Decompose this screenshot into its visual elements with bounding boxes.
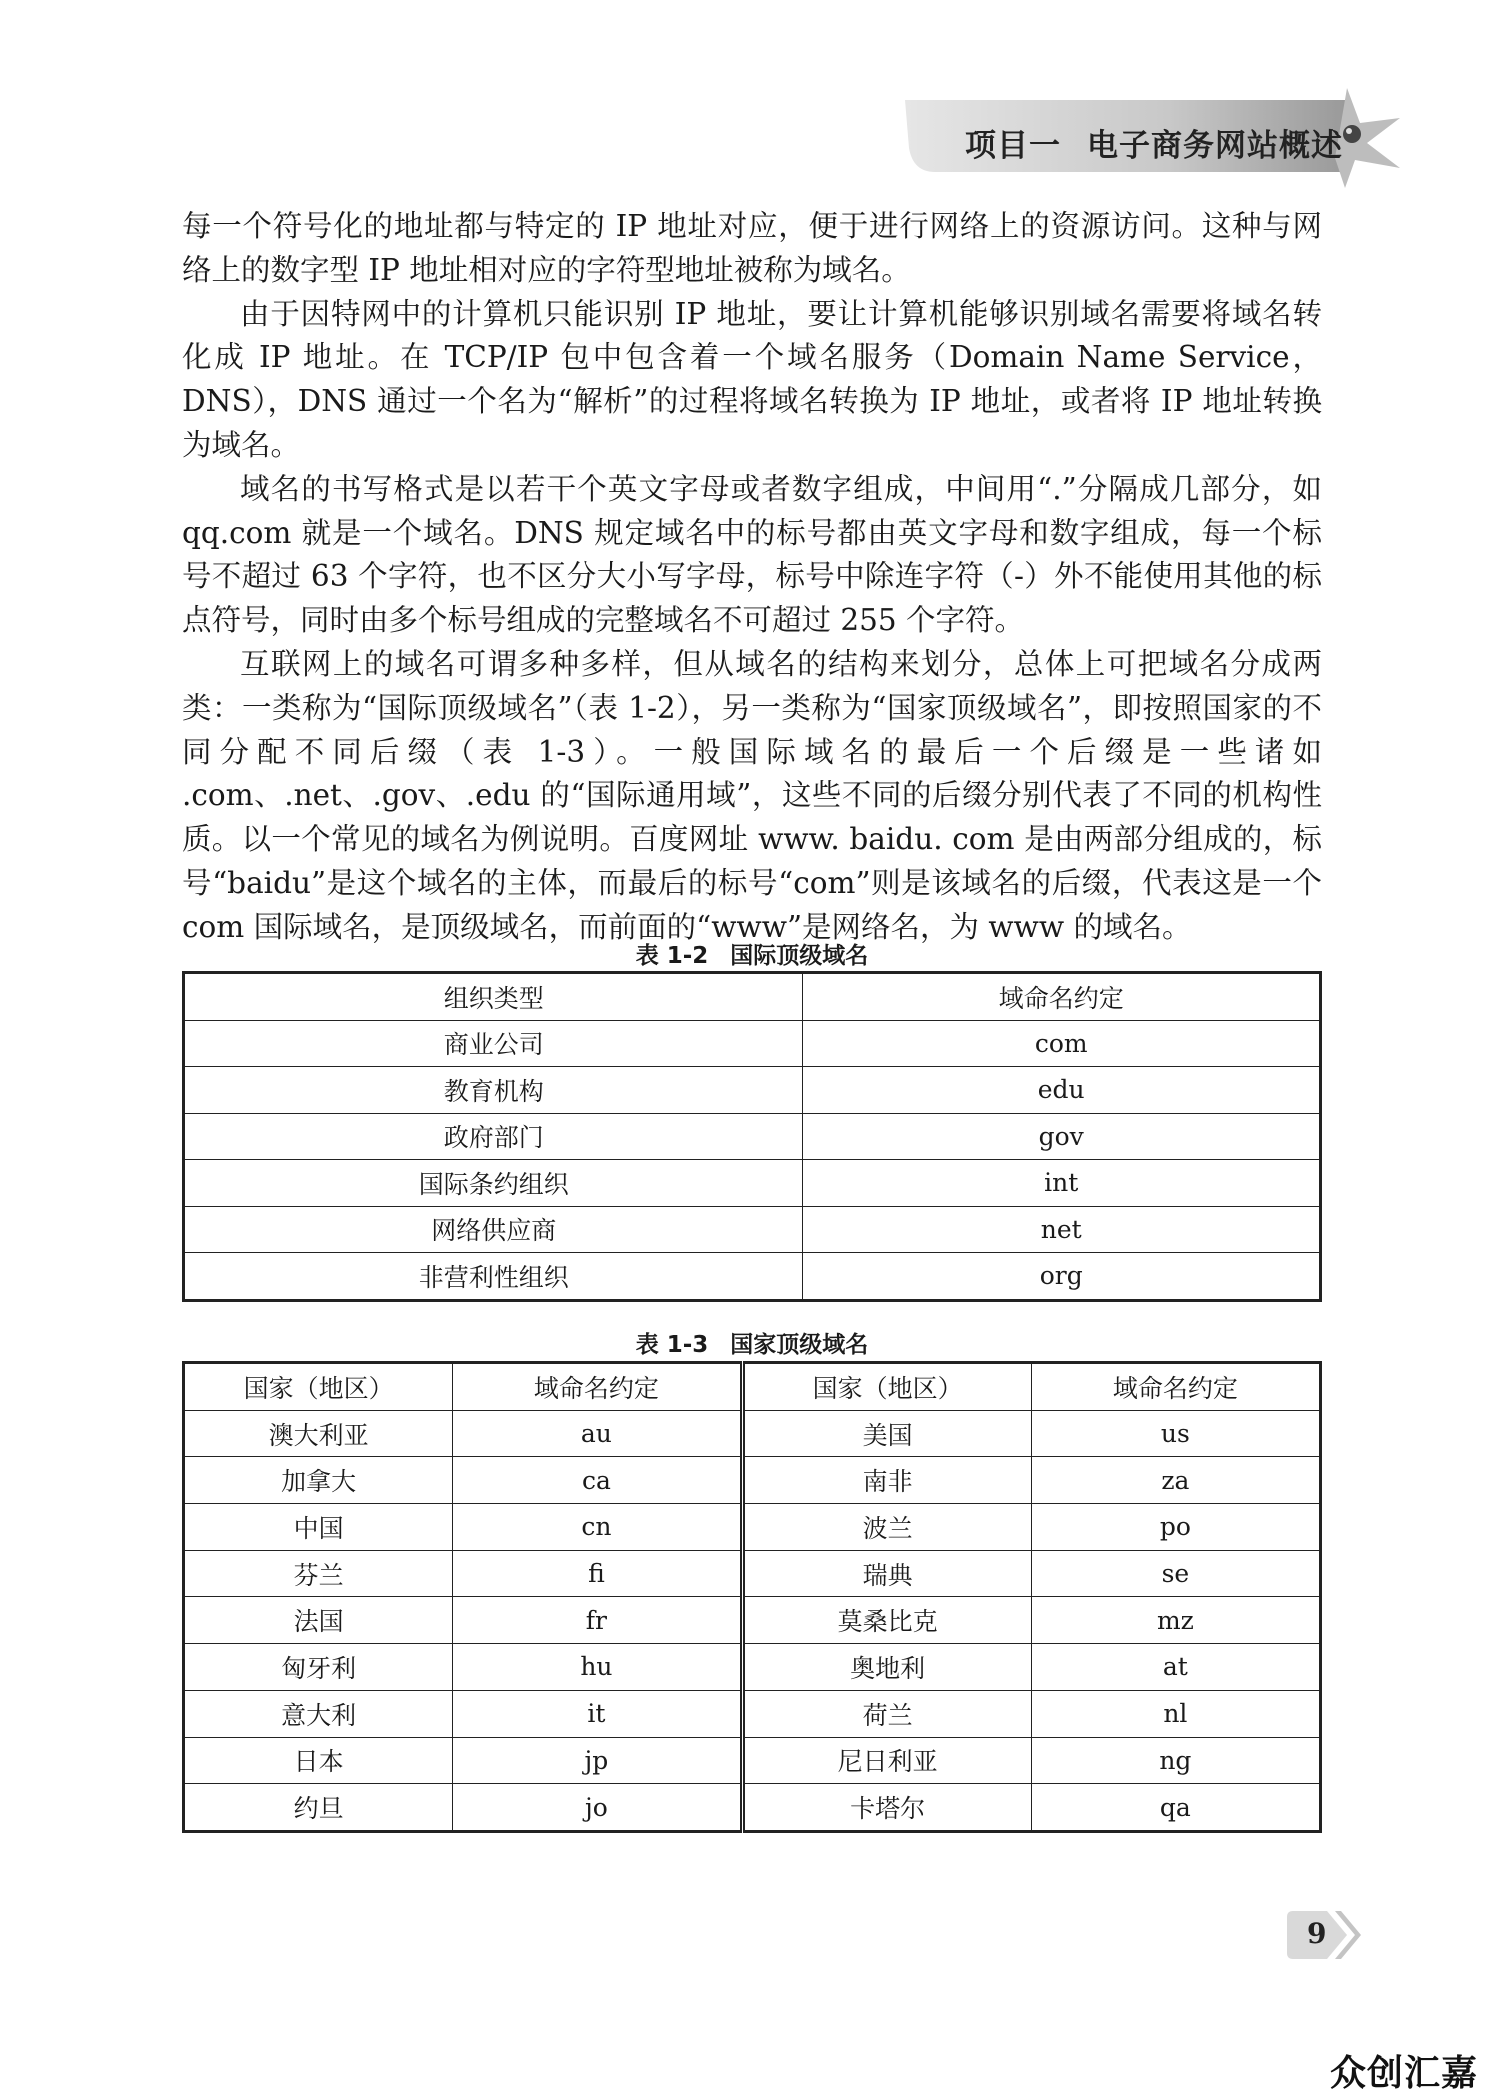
table-cell: com xyxy=(803,1020,1321,1067)
table-cell: net xyxy=(803,1206,1321,1253)
table-row xyxy=(184,1410,1321,1457)
table-cell: 商业公司 xyxy=(184,1020,803,1067)
header-project: 项目一 xyxy=(965,128,1061,164)
column-header: 域命名约定 xyxy=(453,1363,742,1411)
table-cell: it xyxy=(453,1690,742,1737)
table-cell: jp xyxy=(453,1737,742,1784)
table-cell: 荷兰 xyxy=(742,1690,1031,1737)
table-cell: po xyxy=(1031,1504,1320,1551)
table-cell: 政府部门 xyxy=(184,1113,803,1160)
table-cell: nl xyxy=(1031,1690,1320,1737)
table-header-row xyxy=(184,1363,1321,1411)
page-number: 9 xyxy=(1307,1917,1327,1950)
table-cell: 芬兰 xyxy=(184,1550,453,1597)
table-cell: 教育机构 xyxy=(184,1067,803,1114)
table-header-row xyxy=(184,973,1321,1021)
table-cell: fr xyxy=(453,1597,742,1644)
caption-title: 国际顶级域名 xyxy=(730,943,869,969)
column-header: 域命名约定 xyxy=(1031,1363,1320,1411)
caption-number: 表 1-2 xyxy=(635,943,709,969)
table-row xyxy=(184,1206,1321,1253)
table-international-domains xyxy=(182,971,1322,1302)
caption-title: 国家顶级域名 xyxy=(730,1332,869,1358)
body-text xyxy=(182,205,1322,950)
table-cell: fi xyxy=(453,1550,742,1597)
table-cell: edu xyxy=(803,1067,1321,1114)
table-cell: hu xyxy=(453,1644,742,1691)
column-header: 域命名约定 xyxy=(803,973,1321,1021)
table-cell: jo xyxy=(453,1784,742,1832)
table-row xyxy=(184,1253,1321,1301)
column-header: 国家（地区） xyxy=(742,1363,1031,1411)
table-row xyxy=(184,1690,1321,1737)
watermark-logo: 众创汇嘉 xyxy=(1330,2053,1479,2094)
table-row xyxy=(184,1597,1321,1644)
table-cell: us xyxy=(1031,1410,1320,1457)
table-cell: 匈牙利 xyxy=(184,1644,453,1691)
table-row xyxy=(184,1784,1321,1832)
table-cell: 奥地利 xyxy=(742,1644,1031,1691)
table-cell: ng xyxy=(1031,1737,1320,1784)
paragraph: 由于因特网中的计算机只能识别 IP 地址，要让计算机能够识别域名需要将域名转化成 IP 地址。在 TCP/IP 包中包含着一个域名服务（Domain Name Service，DNS），DNS 通过一个名为“解析”的过程将域名转换为 IP 地址，或者将 IP 地址转换为域名。 xyxy=(182,296,1322,462)
table-cell: 日本 xyxy=(184,1737,453,1784)
table-row xyxy=(184,1550,1321,1597)
table-cell: 尼日利亚 xyxy=(742,1737,1031,1784)
table-row xyxy=(184,1644,1321,1691)
table-cell: qa xyxy=(1031,1784,1320,1832)
table-cell: 非营利性组织 xyxy=(184,1253,803,1301)
table-cell: cn xyxy=(453,1504,742,1551)
table-cell: 约旦 xyxy=(184,1784,453,1832)
table-row xyxy=(184,1020,1321,1067)
table-cell: se xyxy=(1031,1550,1320,1597)
table-cell: za xyxy=(1031,1457,1320,1504)
table-1-3-caption xyxy=(182,1326,1322,1359)
table-cell: 莫桑比克 xyxy=(742,1597,1031,1644)
table-cell: mz xyxy=(1031,1597,1320,1644)
column-header: 组织类型 xyxy=(184,973,803,1021)
table-cell: 美国 xyxy=(742,1410,1031,1457)
page-number-badge xyxy=(1285,1905,1365,1965)
table-cell: org xyxy=(803,1253,1321,1301)
table-row xyxy=(184,1067,1321,1114)
table-row xyxy=(184,1113,1321,1160)
table-row xyxy=(184,1737,1321,1784)
chapter-header xyxy=(905,100,1343,172)
table-cell: 南非 xyxy=(742,1457,1031,1504)
table-cell: 加拿大 xyxy=(184,1457,453,1504)
table-cell: gov xyxy=(803,1113,1321,1160)
table-1-2-caption xyxy=(182,937,1322,970)
table-cell: au xyxy=(453,1410,742,1457)
caption-number: 表 1-3 xyxy=(635,1332,709,1358)
table-cell: 网络供应商 xyxy=(184,1206,803,1253)
table-country-domains xyxy=(182,1361,1322,1833)
column-header: 国家（地区） xyxy=(184,1363,453,1411)
table-cell: 国际条约组织 xyxy=(184,1160,803,1207)
header-chapter-title: 电子商务网站概述 xyxy=(1087,128,1343,164)
table-cell: at xyxy=(1031,1644,1320,1691)
paragraph: 互联网上的域名可谓多种多样，但从域名的结构来划分，总体上可把域名分成两类：一类称为“国际顶级域名”（表 1-2），另一类称为“国家顶级域名”，即按照国家的不同分配不同后缀（表 1-3）。一般国际域名的最后一个后缀是一些诸如 .com、.net、.gov、.edu 的“国际通用域”，这些不同的后缀分别代表了不同的机构性质。以一个常见的域名为例说明。百度网址 www. baidu. com 是由两部分组成的，标号“baidu”是这个域名的主体，而最后的标号“com”则是该域名的后缀，代表这是一个 com 国际域名，是顶级域名，而前面的“www”是网络名，为 www 的域名。 xyxy=(182,646,1322,944)
table-cell: 中国 xyxy=(184,1504,453,1551)
header-title xyxy=(965,120,1343,165)
table-cell: 意大利 xyxy=(184,1690,453,1737)
table-cell: 波兰 xyxy=(742,1504,1031,1551)
table-cell: 澳大利亚 xyxy=(184,1410,453,1457)
table-row xyxy=(184,1457,1321,1504)
table-cell: ca xyxy=(453,1457,742,1504)
paragraph: 域名的书写格式是以若干个英文字母或者数字组成，中间用“.”分隔成几部分，如 qq.com 就是一个域名。DNS 规定域名中的标号都由英文字母和数字组成，每一个标号不超过 63 个字符，也不区分大小写字母，标号中除连字符（-）外不能使用其他的标点符号，同时由多个标号组成的完整域名不可超过 255 个字符。 xyxy=(182,471,1322,638)
paragraph: 每一个符号化的地址都与特定的 IP 地址对应，便于进行网络上的资源访问。这种与网络上的数字型 IP 地址相对应的字符型地址被称为域名。 xyxy=(182,209,1322,287)
table-cell: int xyxy=(803,1160,1321,1207)
table-cell: 卡塔尔 xyxy=(742,1784,1031,1832)
table-cell: 法国 xyxy=(184,1597,453,1644)
table-row xyxy=(184,1160,1321,1207)
table-cell: 瑞典 xyxy=(742,1550,1031,1597)
table-row xyxy=(184,1504,1321,1551)
